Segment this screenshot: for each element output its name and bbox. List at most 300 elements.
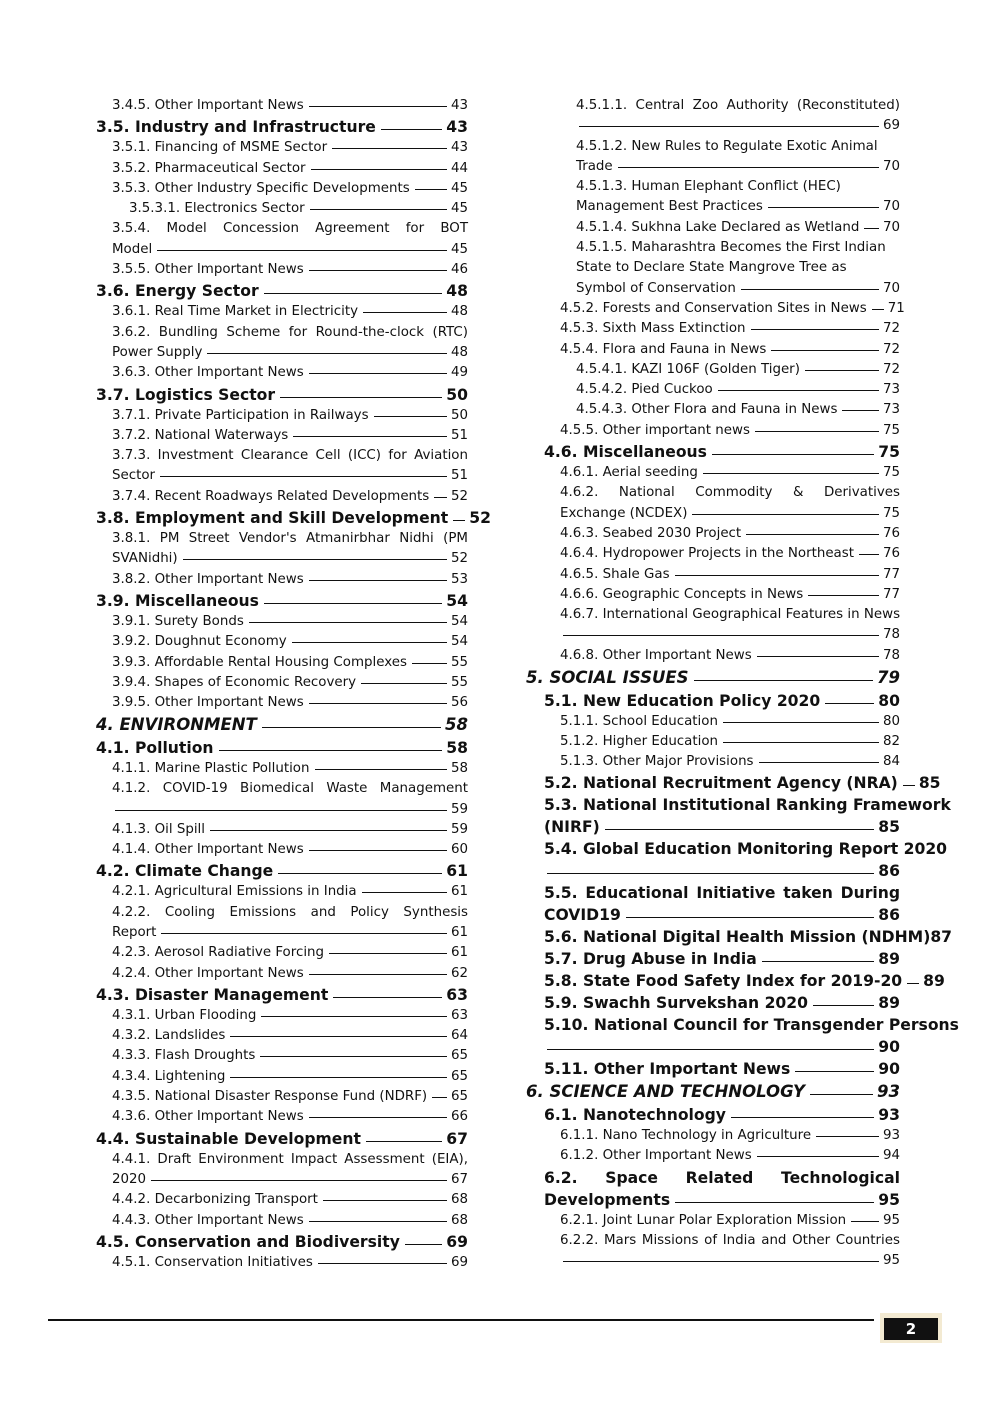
toc-entry-line (96, 384, 468, 406)
toc-section-heading[interactable] (96, 590, 468, 612)
toc-subsection-entry[interactable] (96, 964, 468, 984)
toc-page-number: 63 (450, 1007, 468, 1023)
toc-entry-line (112, 138, 468, 158)
toc-page-number: 77 (882, 566, 900, 582)
toc-entry-title: 4.4.3. Other Important News (112, 1212, 304, 1228)
toc-entry-title: 4.3.3. Flash Droughts (112, 1048, 256, 1064)
toc-page-number: 48 (450, 304, 468, 320)
toc-leader (762, 961, 875, 962)
toc-page-number: 61 (450, 925, 468, 940)
toc-entry-line (544, 860, 900, 882)
toc-subsection-entry[interactable] (526, 299, 905, 319)
toc-entry-title: 3.9.4. Shapes of Economic Recovery (112, 674, 357, 690)
toc-subsection-entry[interactable] (526, 360, 900, 380)
toc-entry-line (112, 302, 468, 322)
toc-entry-title: 3.5. Industry and Infrastructure (96, 118, 376, 137)
toc-page-number: 55 (450, 674, 468, 690)
toc-subsection-entry[interactable] (96, 632, 468, 652)
toc-entry-title: 5.1.2. Higher Education (560, 733, 719, 749)
toc-subsection-entry[interactable] (96, 882, 468, 902)
toc-subsection-entry[interactable] (96, 759, 468, 779)
toc-entry-line (560, 504, 900, 524)
toc-subsection-entry[interactable] (96, 406, 468, 426)
toc-entry-title-end: Exchange (NCDEX) (560, 505, 688, 521)
toc-entry-title: 5.1.3. Other Major Provisions (560, 754, 754, 770)
toc-leader (405, 1244, 442, 1245)
toc-entry-title: 4.5. Conservation and Biodiversity (96, 1232, 400, 1251)
toc-entry-title: 4.5.1.4. Sukhna Lake Declared as Wetland (576, 219, 860, 235)
toc-subsection-entry[interactable] (96, 943, 468, 963)
toc-page-number: 89 (923, 972, 945, 991)
toc-page-number: 59 (450, 821, 468, 837)
toc-page-number: 55 (450, 654, 468, 670)
toc-entry-line (544, 1036, 900, 1058)
toc-section-heading[interactable] (526, 1014, 959, 1058)
toc-entry-line (560, 421, 900, 441)
toc-leader (859, 554, 879, 555)
toc-subsection-entry[interactable] (96, 323, 468, 364)
toc-entry-title: 3.9.2. Doughnut Economy (112, 634, 287, 650)
toc-page-number: 93 (877, 1082, 900, 1102)
toc-entry-line (544, 948, 900, 970)
toc-entry-line (544, 1104, 900, 1126)
toc-leader (872, 309, 884, 310)
toc-leader (374, 416, 447, 417)
toc-entry-title: 3.7. Logistics Sector (96, 385, 276, 404)
toc-chapter-heading[interactable] (526, 1080, 900, 1104)
toc-entry-title: 4.1.4. Other Important News (112, 842, 304, 858)
toc-entry-title: 4.3. Disaster Management (96, 985, 329, 1004)
toc-subsection-entry[interactable] (96, 159, 468, 179)
toc-section-heading[interactable] (526, 838, 948, 882)
toc-page-number: 53 (450, 571, 468, 587)
toc-page-number: 71 (887, 300, 905, 316)
toc-leader (309, 580, 447, 581)
toc-subsection-entry[interactable] (96, 487, 468, 507)
toc-leader (363, 312, 447, 313)
toc-entry-line (112, 343, 468, 363)
toc-entry-title: 4.3.5. National Disaster Response Fund (NDRF) (112, 1089, 428, 1105)
toc-entry-title: 4.6.8. Other Important News (560, 647, 752, 663)
toc-entry-line (112, 260, 468, 280)
toc-page-number: 52 (450, 551, 468, 567)
toc-section-heading[interactable] (526, 441, 900, 463)
toc-subsection-entry[interactable] (96, 903, 468, 944)
toc-entry-title: 3.5.3. Other Industry Specific Developments (112, 180, 410, 196)
toc-left-column (96, 96, 491, 1273)
toc-subsection-entry[interactable] (96, 1150, 468, 1191)
toc-subsection-entry[interactable] (526, 177, 900, 218)
toc-entry-title: 3.9. Miscellaneous (96, 591, 259, 610)
toc-subsection-entry[interactable] (526, 340, 900, 360)
toc-entry-line (112, 179, 468, 199)
toc-leader (278, 873, 442, 874)
toc-page-number: 61 (450, 945, 468, 961)
toc-page-number: 76 (882, 525, 900, 541)
toc-leader (864, 228, 879, 229)
toc-entry-title: 4.5.3. Sixth Mass Extinction (560, 321, 746, 337)
toc-entry-line (544, 904, 900, 926)
toc-page-number: 45 (450, 241, 468, 257)
toc-leader (309, 270, 447, 271)
toc-section-heading[interactable] (96, 507, 491, 529)
toc-subsection-entry[interactable] (96, 612, 468, 632)
toc-entry-line (96, 1128, 468, 1150)
toc-section-heading[interactable] (526, 690, 900, 712)
toc-leader (618, 167, 879, 168)
toc-subsection-entry[interactable] (96, 96, 468, 116)
toc-entry-line (560, 1251, 900, 1271)
toc-entry-line (112, 759, 468, 779)
toc-subsection-entry[interactable] (526, 463, 900, 483)
toc-subsection-entry[interactable] (96, 673, 468, 693)
toc-subsection-entry[interactable] (526, 1146, 900, 1166)
toc-entry-title: 5.6. National Digital Health Mission (NDHM) (544, 928, 931, 947)
toc-entry-title: 5.10. National Council for Transgender Persons (544, 1016, 959, 1035)
toc-entry-line (112, 923, 468, 943)
toc-subsection-entry[interactable] (96, 653, 468, 673)
toc-subsection-entry[interactable] (526, 400, 900, 420)
toc-subsection-entry[interactable] (96, 1107, 468, 1127)
toc-leader (332, 148, 447, 149)
toc-page-number: 89 (878, 994, 900, 1013)
toc-entry-line (112, 406, 468, 426)
toc-entry-title-end: SVANidhi) (112, 551, 178, 567)
toc-entry-line (112, 1006, 468, 1026)
toc-entry-title: 3.8. Employment and Skill Development (96, 509, 449, 528)
toc-entry-line (112, 673, 468, 693)
toc-page-number: 75 (882, 465, 900, 481)
toc-subsection-entry[interactable] (526, 421, 900, 441)
toc-entry-line (560, 646, 900, 666)
toc-page-number: 79 (877, 668, 900, 688)
toc-section-heading[interactable] (96, 1231, 468, 1253)
toc-page-number: 89 (878, 950, 900, 969)
toc-entry-title: 4.6.4. Hydropower Projects in the Northeast (560, 546, 854, 562)
toc-leader (808, 595, 879, 596)
toc-entry-title: 4.6. Miscellaneous (544, 443, 707, 462)
toc-leader (453, 520, 465, 521)
toc-leader (412, 663, 447, 664)
toc-page-number: 84 (882, 754, 900, 770)
toc-entry-title: 5.1. New Education Policy 2020 (544, 691, 821, 710)
toc-subsection-entry[interactable] (96, 1067, 468, 1087)
toc-leader (842, 410, 879, 411)
toc-leader (751, 329, 879, 330)
toc-entry-title-end: Model (112, 241, 153, 257)
toc-page-number: 45 (450, 180, 468, 196)
toc-section-heading[interactable] (526, 1058, 900, 1080)
toc-entry-line (112, 882, 468, 902)
toc-page-number: 56 (450, 695, 468, 711)
toc-section-heading[interactable] (96, 280, 468, 302)
toc-entry-title: 5.9. Swachh Survekshan 2020 (544, 994, 808, 1013)
toc-subsection-entry[interactable] (96, 840, 468, 860)
toc-entry-title: 3.5.1. Financing of MSME Sector (112, 140, 328, 156)
toc-subsection-entry[interactable] (96, 693, 468, 713)
toc-subsection-entry[interactable] (526, 238, 900, 299)
toc-leader (813, 1005, 874, 1006)
toc-page-number: 54 (446, 591, 468, 610)
toc-entry-line (112, 363, 468, 383)
toc-subsection-entry[interactable] (96, 426, 468, 446)
toc-page-number: 43 (446, 118, 468, 137)
toc-subsection-entry[interactable] (96, 260, 468, 280)
toc-page-number: 62 (450, 965, 468, 981)
toc-section-heading[interactable] (526, 926, 953, 948)
toc-subsection-entry[interactable] (96, 179, 468, 199)
toc-entry-title-end: COVID19 (544, 906, 621, 925)
toc-entry-title: 4.5.1.2. New Rules to Regulate Exotic Animal (576, 138, 878, 154)
toc-page-number: 58 (446, 738, 468, 757)
toc-section-heading[interactable] (526, 794, 951, 838)
toc-subsection-entry[interactable] (96, 779, 468, 820)
toc-leader (366, 1141, 442, 1142)
toc-leader (816, 1136, 879, 1137)
toc-page-number: 43 (450, 140, 468, 156)
toc-section-heading[interactable] (526, 882, 900, 926)
toc-subsection-entry[interactable] (96, 302, 468, 322)
toc-leader (210, 830, 447, 831)
toc-subsection-entry[interactable] (96, 1253, 468, 1273)
toc-leader (731, 1117, 874, 1118)
toc-page-number: 69 (446, 1232, 468, 1251)
toc-entry-title-end: (NIRF) (544, 818, 600, 837)
toc-entry-title: 3.8.2. Other Important News (112, 571, 304, 587)
toc-leader (675, 575, 879, 576)
toc-subsection-entry[interactable] (526, 137, 900, 178)
toc-entry-line (96, 116, 468, 138)
toc-entry-line (112, 1170, 468, 1190)
toc-subsection-entry[interactable] (526, 646, 900, 666)
toc-entry-line (96, 713, 468, 737)
toc-entry-line (560, 524, 900, 544)
toc-entry-title: 5. SOCIAL ISSUES (526, 668, 689, 688)
toc-entry-line (112, 487, 468, 507)
toc-subsection-entry[interactable] (526, 1126, 900, 1146)
toc-entry-title-end: Report (112, 925, 157, 940)
toc-entry-title: 3.5.5. Other Important News (112, 262, 304, 278)
toc-leader (579, 126, 879, 127)
toc-entry-title: 4.5.1.5. Maharashtra Becomes the First Indian (576, 240, 886, 256)
toc-entry-line (576, 197, 900, 217)
toc-subsection-entry[interactable] (96, 1211, 468, 1231)
toc-entry-title: 3.8.1. PM Street Vendor's Atmanirbhar Nidhi (PM (112, 531, 468, 547)
toc-section-heading[interactable] (526, 1104, 900, 1126)
page-number: 2 (884, 1318, 938, 1340)
toc-page-number: 61 (446, 862, 468, 881)
toc-section-heading[interactable] (96, 737, 468, 759)
toc-leader (381, 129, 442, 130)
toc-entry-title: 4.1.3. Oil Spill (112, 821, 205, 837)
toc-entry-title: 3.6.2. Bundling Scheme for Round-the-clock (RTC) (112, 324, 468, 340)
toc-section-heading[interactable] (96, 116, 468, 138)
toc-chapter-heading[interactable] (96, 713, 468, 737)
toc-entry-line (544, 816, 900, 838)
toc-leader (261, 1016, 447, 1017)
toc-entry-title-end: Management Best Practices (576, 199, 763, 215)
toc-entry-title-end: Symbol of Conservation (576, 280, 736, 296)
toc-section-heading[interactable] (526, 948, 900, 970)
toc-entry-title: 6.1. Nanotechnology (544, 1105, 726, 1124)
toc-subsection-entry[interactable] (96, 446, 468, 487)
toc-leader (183, 559, 447, 560)
toc-entry-title: 5.1.1. School Education (560, 713, 718, 729)
toc-subsection-entry[interactable] (526, 380, 900, 400)
toc-page-number: 75 (878, 443, 900, 462)
toc-section-heading[interactable] (526, 992, 900, 1014)
footer-rule (48, 1319, 874, 1321)
toc-leader (903, 785, 915, 786)
toc-section-heading[interactable] (526, 772, 941, 794)
toc-entry-line (560, 319, 900, 339)
toc-chapter-heading[interactable] (526, 666, 900, 690)
toc-entry-title: 5.5. Educational Initiative taken During (544, 884, 900, 903)
toc-subsection-entry[interactable] (96, 1026, 468, 1046)
toc-entry-line (112, 1067, 468, 1087)
toc-page-number: 54 (450, 613, 468, 629)
toc-page-number: 73 (882, 382, 900, 398)
toc-section-heading[interactable] (526, 1167, 900, 1211)
toc-subsection-entry[interactable] (526, 605, 900, 646)
toc-entry-line (112, 943, 468, 963)
toc-subsection-entry[interactable] (96, 570, 468, 590)
toc-leader (718, 390, 879, 391)
toc-page-number: 66 (450, 1109, 468, 1125)
toc-entry-title: 4.2.4. Other Important News (112, 965, 304, 981)
toc-page-number: 72 (882, 321, 900, 337)
toc-leader (260, 1056, 447, 1057)
toc-page-number: 48 (446, 282, 468, 301)
toc-subsection-entry[interactable] (526, 1231, 900, 1272)
toc-entry-line (560, 1126, 900, 1146)
toc-page-number: 70 (882, 199, 900, 215)
toc-entry-line (112, 570, 468, 590)
toc-subsection-entry[interactable] (96, 363, 468, 383)
toc-entry-title: 4.2. Climate Change (96, 862, 274, 881)
toc-page-number: 61 (450, 884, 468, 900)
toc-section-heading[interactable] (526, 970, 945, 992)
toc-section-heading[interactable] (96, 1128, 468, 1150)
toc-subsection-entry[interactable] (96, 1190, 468, 1210)
toc-entry-title: 3.7.3. Investment Clearance Cell (ICC) for Aviation (112, 448, 468, 464)
toc-subsection-entry[interactable] (526, 218, 900, 238)
toc-entry-line (112, 1026, 468, 1046)
toc-entry-title: 4. ENVIRONMENT (96, 715, 257, 735)
toc-page-number: 94 (882, 1148, 900, 1164)
toc-entry-line (544, 1189, 900, 1211)
toc-page-number: 50 (450, 407, 468, 423)
toc-leader (207, 353, 447, 354)
toc-leader (309, 373, 447, 374)
toc-leader (309, 1221, 447, 1222)
toc-section-heading[interactable] (96, 860, 468, 882)
toc-leader (723, 742, 879, 743)
toc-entry-line (112, 159, 468, 179)
toc-entry-title: 3.9.3. Affordable Rental Housing Complexes (112, 654, 407, 670)
toc-subsection-entry[interactable] (96, 1087, 468, 1107)
toc-entry-line (560, 463, 900, 483)
toc-page-number: 93 (878, 1105, 900, 1124)
toc-entry-title: 4.3.4. Lightening (112, 1068, 226, 1084)
toc-subsection-entry[interactable] (96, 820, 468, 840)
toc-entry-line (526, 1080, 900, 1104)
toc-subsection-entry[interactable] (526, 524, 900, 544)
toc-entry-title-cont: State to Declare State Mangrove Tree as (576, 260, 847, 276)
toc-page-number: 51 (450, 427, 468, 443)
toc-leader (415, 189, 447, 190)
toc-entry-line (576, 380, 900, 400)
toc-leader (323, 1200, 447, 1201)
toc-page-number: 69 (882, 118, 900, 134)
toc-subsection-entry[interactable] (96, 219, 468, 260)
toc-entry-line (96, 984, 468, 1006)
toc-entry-line (112, 466, 468, 486)
toc-subsection-entry[interactable] (526, 565, 900, 585)
toc-page-number: 44 (450, 160, 468, 176)
toc-subsection-entry[interactable] (526, 319, 900, 339)
toc-entry-title: 3.4.5. Other Important News (112, 98, 304, 113)
toc-section-heading[interactable] (96, 384, 468, 406)
toc-entry-title: 4.1. Pollution (96, 738, 214, 757)
toc-page-number: 65 (450, 1048, 468, 1064)
toc-leader (309, 1117, 447, 1118)
toc-subsection-entry[interactable] (526, 96, 900, 137)
toc-subsection-entry[interactable] (526, 712, 900, 732)
toc-leader (757, 1156, 879, 1157)
toc-entry-line (129, 199, 468, 219)
toc-entry-title: 4.4. Sustainable Development (96, 1129, 361, 1148)
toc-subsection-entry[interactable] (526, 585, 900, 605)
toc-leader (280, 397, 442, 398)
toc-entry-title: 4.6.5. Shale Gas (560, 566, 670, 582)
toc-entry-line (112, 632, 468, 652)
toc-page-number: 68 (450, 1212, 468, 1228)
toc-entry-line (544, 690, 900, 712)
toc-page-number: 58 (450, 760, 468, 776)
toc-leader (703, 473, 879, 474)
toc-leader (771, 350, 879, 351)
toc-subsection-entry[interactable] (526, 483, 900, 524)
toc-subsection-entry[interactable] (526, 1211, 900, 1231)
toc-leader (333, 997, 442, 998)
toc-entry-line (576, 218, 900, 238)
toc-leader (309, 703, 447, 704)
toc-subsection-entry[interactable] (96, 1046, 468, 1066)
toc-entry-line (112, 840, 468, 860)
toc-leader (115, 810, 447, 811)
toc-entry-line (576, 116, 900, 136)
toc-page-number: 58 (445, 715, 468, 735)
toc-leader (432, 1097, 447, 1098)
toc-subsection-entry[interactable] (526, 732, 900, 752)
toc-subsection-entry[interactable] (526, 544, 900, 564)
toc-entry-title: 4.4.1. Draft Environment Impact Assessment (EIA), (112, 1151, 468, 1167)
toc-subsection-entry[interactable] (96, 199, 468, 219)
toc-subsection-entry[interactable] (96, 529, 468, 570)
toc-leader (230, 1036, 447, 1037)
toc-page-number: 43 (450, 98, 468, 113)
toc-subsection-entry[interactable] (96, 138, 468, 158)
toc-entry-line (544, 772, 941, 794)
toc-section-heading[interactable] (96, 984, 468, 1006)
toc-subsection-entry[interactable] (96, 1006, 468, 1026)
toc-entry-title: 5.11. Other Important News (544, 1060, 791, 1079)
toc-page-number: 54 (450, 634, 468, 650)
toc-subsection-entry[interactable] (526, 752, 900, 772)
toc-entry-title: 4.5.4.2. Pied Cuckoo (576, 382, 713, 398)
toc-entry-title: 3.9.1. Surety Bonds (112, 613, 244, 629)
